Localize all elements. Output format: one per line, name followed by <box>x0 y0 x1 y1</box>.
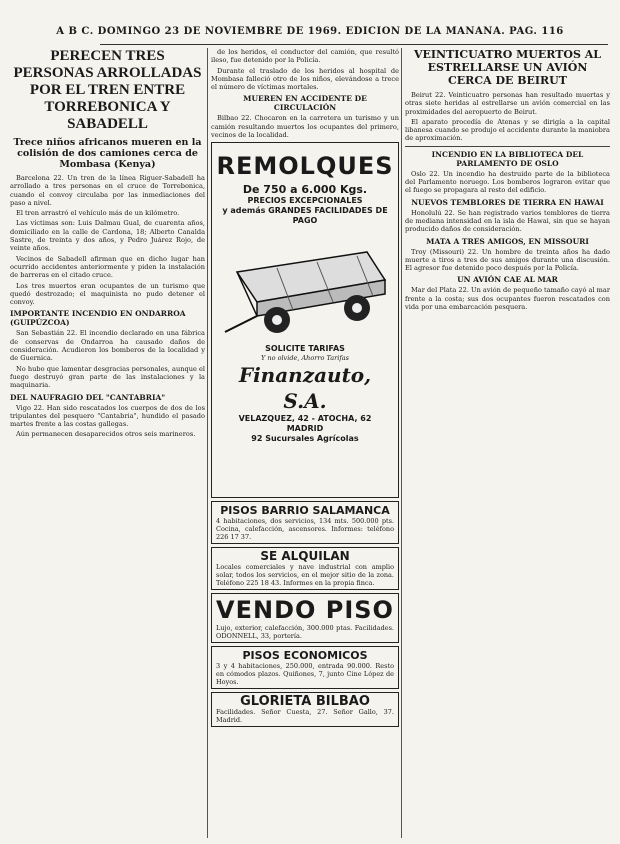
headline: VEINTICUATRO MUERTOS AL ESTRELLARSE UN AVIÓN CERCA DE BEIRUT <box>413 48 602 87</box>
paragraph: No hubo que lamentar desgracias personales, aunque el fuego destruyó gran parte de las instalaciones y la maquinaria. <box>10 364 205 390</box>
paragraph: Barcelona 22. Un tren de la línea Riguer-Sabadell ha arrollado a tres personas en el cruce de Torrebonica, cuando el convoy circulaba por las inmediaciones del paso a nivel. <box>10 174 205 207</box>
section-heading: IMPORTANTE INCENDIO EN ONDARROA (GUIPÚZCOA) <box>10 309 186 328</box>
subheadline: Trece niños africanos mueren en la colisión de dos camiones cerca de Mombasa (Kenya) <box>13 137 202 170</box>
advert-title: SE ALQUILAN <box>260 549 350 564</box>
advert-title: VENDO PISO <box>216 596 394 625</box>
advert-title: REMOLQUES <box>216 152 394 181</box>
advert-city: MADRID <box>286 424 324 434</box>
advert-pisos-salamanca <box>211 501 399 544</box>
column-middle <box>211 48 399 838</box>
header-rule <box>100 44 608 45</box>
advert-title: GLORIETA BILBAO <box>240 694 370 710</box>
column-divider <box>401 48 402 838</box>
advert-remolques <box>211 142 399 498</box>
advert-vendo-piso <box>211 593 399 643</box>
advert-se-alquilan <box>211 547 399 590</box>
advert-text: 3 y 4 habitaciones, 250.000, entrada 90.000. Resto en cómodos plazos. Quiñones, 7, junto Cine López de Hoyos. <box>216 662 394 687</box>
paragraph: San Sebastián 22. El incendio declarado en una fábrica de conservas de Ondarroa ha causado daños de consideración. Acudieron los bomberos de la localidad y de Guernica. <box>10 329 205 363</box>
paragraph: El tren arrastró el vehículo más de un kilómetro. <box>16 209 180 218</box>
advert-brand: Finanzauto, S.A. <box>238 363 372 414</box>
section-heading: NUEVOS TEMBLORES DE TIERRA EN HAWAI <box>411 197 604 207</box>
section-heading: MATA A TRES AMIGOS, EN MISSOURI <box>426 236 589 246</box>
paragraph: de los heridos, el conductor del camión, que resultó ileso, fue detenido por la Policía. <box>211 48 399 65</box>
advert-title: PISOS ECONOMICOS <box>242 649 368 663</box>
section-heading: MUEREN EN ACCIDENTE DE CIRCULACIÓN <box>243 94 367 113</box>
advert-text: Locales comerciales y nave industrial con amplio solar, todos los servicios, en el mejor sitio de la zona. Teléfono 225 18 43. Informes en la propia finca. <box>216 563 394 588</box>
paragraph: Bilbao 22. Chocaron en la carretera un turismo y un camión resultando muertos los ocupantes del primero, vecinos de la localidad. <box>211 114 399 140</box>
section-heading: UN AVIÓN CAE AL MAR <box>457 275 558 285</box>
advert-glorieta-bilbao <box>211 692 399 727</box>
separator <box>405 146 610 147</box>
section-heading: DEL NAUFRAGIO DEL "CANTABRIA" <box>10 392 166 402</box>
column-divider <box>207 48 208 838</box>
paragraph: Beirut 22. Veinticuatro personas han resultado muertas y otras siete heridas al estrellarse un avión comercial en las proximidades del aeropuerto de Beirut. <box>405 91 610 116</box>
advert-cta: SOLICITE TARIFAS <box>265 344 345 354</box>
advert-text: Facilidades. Señor Cuesta, 27. Señor Gallo, 37. Madrid. <box>216 708 394 725</box>
paragraph: Honolulú 22. Se han registrado varios temblores de tierra de mediana intensidad en la isla de Hawai, sin que se hayan producido daños de consideración. <box>405 208 610 234</box>
advert-text: Lujo, exterior, calefacción, 300.000 ptas. Facilidades. ODONNELL, 33, portería. <box>216 624 394 641</box>
advert-text: 4 habitaciones, dos servicios, 134 mts. 500.000 pts. Cocina, calefacción, ascensores. Informes: teléfono 226 17 37. <box>216 517 394 542</box>
advert-pisos-economicos <box>211 646 399 689</box>
page-header: A B C. DOMINGO 23 DE NOVIEMBRE DE 1969. EDICION DE LA MAÑANA. PAG. 116 <box>56 26 564 37</box>
column-right <box>405 48 610 838</box>
paragraph: El aparato procedía de Atenas y se dirigía a la capital libanesa cuando se produjo el accidente durante la maniobra de aproximación. <box>405 117 610 143</box>
paragraph: Troy (Missouri) 22. Un hombre de treinta años ha dado muerte a tiros a tres de sus amigos durante una discusión. El agresor fue detenido poco después por la Policía. <box>405 247 610 273</box>
paragraph: Mar del Plata 22. Un avión de pequeño tamaño cayó al mar frente a la costa; sus dos ocupantes fueron rescatados con vida por una embarcación pesquera. <box>405 286 610 312</box>
section-heading: INCENDIO EN LA BIBLIOTECA DEL PARLAMENTO DE OSLO <box>431 149 584 168</box>
paragraph: Los tres muertos eran ocupantes de un turismo que quedó destrozado; el maquinista no pudo detener el convoy. <box>10 281 205 307</box>
advert-title: PISOS BARRIO SALAMANCA <box>220 504 390 518</box>
paragraph: Las víctimas son: Luis Dalmau Gual, de cuarenta años, domiciliado en la calle de Cardona, 18; Alberto Canalda Sastre, de treinta y dos años, y Pedro Juárez Rojo, de veinte años. <box>10 219 205 253</box>
headline: PERECEN TRES PERSONAS ARROLLADAS POR EL TREN ENTRE TORREBONICA Y SABADELL <box>13 48 202 132</box>
advert-price: De 750 a 6.000 Kgs. <box>242 183 368 197</box>
paragraph: Aún permanecen desaparecidos otros seis marineros. <box>16 430 196 439</box>
advert-branches: 92 Sucursales Agrícolas <box>251 434 359 444</box>
advert-line: PRECIOS EXCEPCIONALES <box>247 196 363 206</box>
trailer-illustration <box>217 232 393 342</box>
advert-line: y además GRANDES FACILIDADES DE PAGO <box>222 206 388 226</box>
advert-cta-note: Y no olvide, Ahorro Tarifas <box>261 354 349 363</box>
paragraph: Vigo 22. Han sido rescatados los cuerpos de dos de los tripulantes del pesquero "Cantabria", hundido el pasado martes frente a las costas gallegas. <box>10 403 205 429</box>
paragraph: Vecinos de Sabadell afirman que en dicho lugar han ocurrido accidentes anteriormente y piden la instalación de barreras en el citado cruce. <box>10 254 205 280</box>
paragraph: Durante el traslado de los heridos al hospital de Mombasa falleció otro de los niños, elevándose a trece el número de víctimas mortales. <box>211 66 399 92</box>
advert-address: VELAZQUEZ, 42 - ATOCHA, 62 <box>238 414 372 424</box>
column-left <box>10 48 205 838</box>
paragraph: Oslo 22. Un incendio ha destruido parte de la biblioteca del Parlamento noruego. Los bomberos lograron evitar que el fuego se propagara al resto del edificio. <box>405 169 610 195</box>
